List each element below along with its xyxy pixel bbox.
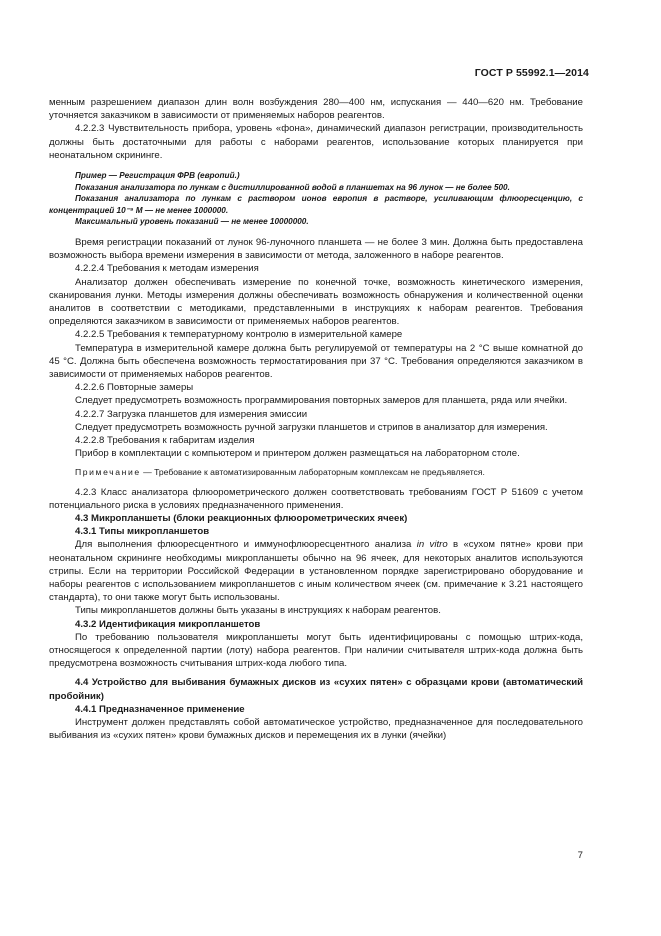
page-number: 7 <box>577 850 583 861</box>
text-run: в «сухом пятне» крови при неонатальном скрининге необходимы микропланшеты обычно на 96 ячеек, для некоторых аналитов используются стрипы. Если на территории Российской Федерации в установленном порядке зарегистрировано оборудование и наборы реагентов с использованием микропланшетов с иным количеством ячеек (см. примечание к 3.21 настоящего стандарта), то они также могут быть использованы. <box>49 539 583 604</box>
example-line: Максимальный уровень показаний — не менее 10000000. <box>75 217 309 227</box>
paragraph: Анализатор должен обеспечивать измерение по конечной точке, возможность кинетического измерения, сканирования лунки. Методы измерения должны обеспечивать возможность обнаружения и количественной оценки аналитов в соответствии с методиками, представленными в инструкциях к наборам реагентов. Требования определяются заказчиком в зависимости от применяемых наборов реагентов. <box>49 276 583 328</box>
italic-term: in vitro <box>416 539 448 551</box>
paragraph: Инструмент должен представлять собой автоматическое устройство, предназначенное для последовательного выбивания из «сухих пятен» крови бумажных дисков и перемещения их в лунки (ячейки) <box>49 717 583 742</box>
paragraph: Следует предусмотреть возможность программирования повторных замеров для планшета, ряда или ячейки. <box>75 395 568 407</box>
paragraph: Прибор в комплектации с компьютером и принтером должен размещаться на лабораторном столе. <box>75 448 520 460</box>
document-body <box>49 96 583 743</box>
section-heading: 4.4 Устройство для выбивания бумажных дисков из «сухих пятен» с образцами крови (автоматический пробойник) <box>49 677 583 702</box>
subsection-title: 4.2.2.7 Загрузка планшетов для измерения эмиссии <box>75 408 308 420</box>
document-header: ГОСТ Р 55992.1—2014 <box>474 67 589 79</box>
paragraph <box>49 538 583 604</box>
paragraph: Температура в измерительной камере должна быть регулируемой от температуры на 2 °С выше комнатной до 45 °С. Должна быть обеспечена возможность термостатирования при 37 °С. Требования определяются заказчиком в зависимости от применяемых наборов реагентов. <box>49 342 583 381</box>
example-line: Показания анализатора по лункам с раствором ионов европия в растворе, усиливающим флюоресценцию, с концентрацией 10⁻⁹ М — не менее 1000000. <box>49 194 583 215</box>
note-label: Примечание <box>75 467 141 478</box>
subsection-title: 4.2.2.5 Требования к температурному контролю в измерительной камере <box>75 329 403 341</box>
section-heading: 4.3.2 Идентификация микропланшетов <box>75 618 261 630</box>
example-line: Показания анализатора по лункам с дистиллированной водой в планшетах на 96 лунок — не более 500. <box>75 182 510 192</box>
section-heading: 4.3 Микропланшеты (блоки реакционных флюорометрических ячеек) <box>75 513 408 525</box>
note <box>49 466 583 479</box>
paragraph: Время регистрации показаний от лунок 96-луночного планшета — не более 3 мин. Должна быть предоставлена возможность выбора времени измерения в зависимости от метода, заложенного в наборе реагентов. <box>49 236 583 262</box>
subsection-title: 4.2.2.6 Повторные замеры <box>75 382 194 394</box>
subsection-title: 4.2.2.8 Требования к габаритам изделия <box>75 435 255 447</box>
paragraph: Типы микропланшетов должны быть указаны в инструкциях к наборам реагентов. <box>75 605 441 617</box>
example-title: Пример — Регистрация ФРВ (европий.) <box>75 171 240 181</box>
paragraph: менным разрешением диапазон длин волн возбуждения 280—400 нм, испускания — 440—620 нм. Требование уточняется заказчиком в зависимости от применяемых наборов реагентов. <box>49 97 583 122</box>
text-run: Для выполнения флюоресцентного и иммунофлюоресцентного анализа <box>75 539 417 551</box>
paragraph: 4.2.3 Класс анализатора флюорометрического должен соответствовать требованиям ГОСТ Р 51609 с учетом потенциального риска в условиях предназначенного применения. <box>49 486 583 511</box>
paragraph: Следует предусмотреть возможность ручной загрузки планшетов и стрипов в анализатор для измерения. <box>75 421 548 433</box>
paragraph: По требованию пользователя микропланшеты могут быть идентифицированы с помощью штрих-кода, относящегося к определенной партии (лоту) набора реагентов. При наличии считывателя штрих-кода должна быть предусмотрена возможность считывания штрих-кода любого типа. <box>49 631 583 670</box>
paragraph: 4.2.2.3 Чувствительность прибора, уровень «фона», динамический диапазон регистрации, производительность должны быть достаточными для работы с наборами реагентов, использование которых планируется при неонатальном скрининге. <box>49 123 583 161</box>
section-heading: 4.3.1 Типы микропланшетов <box>75 526 210 538</box>
subsection-title: 4.2.2.4 Требования к методам измерения <box>75 263 259 275</box>
note-text: — Требование к автоматизированным лабораторным комплексам не предъявляется. <box>143 467 485 478</box>
section-heading: 4.4.1 Предназначенное применение <box>75 703 245 715</box>
